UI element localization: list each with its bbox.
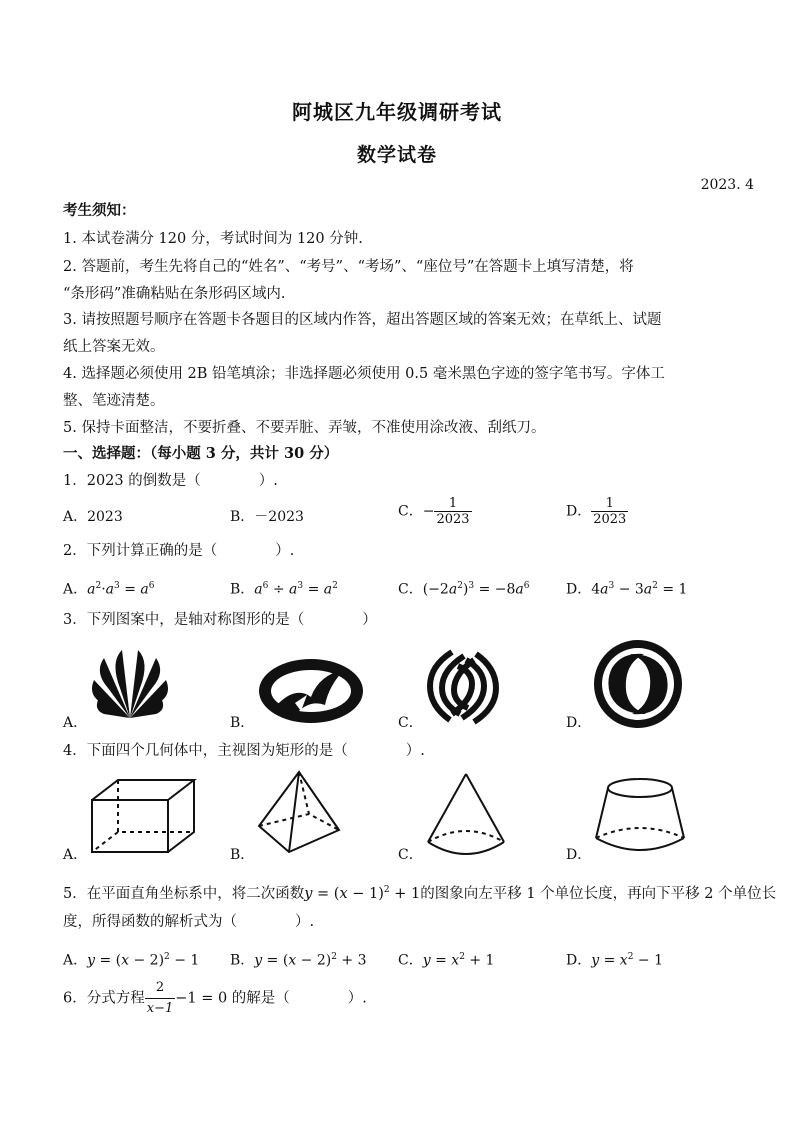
notice-item: 1. 本试卷满分 120 分，考试时间为 120 分钟. bbox=[63, 231, 363, 247]
notice-heading: 考生须知： bbox=[63, 202, 136, 219]
q4-option-d: D． bbox=[566, 847, 592, 863]
q2-option-b-label: B． bbox=[230, 581, 255, 598]
fraction-denominator: 2023 bbox=[593, 512, 627, 527]
q5-stem-part2: 的图象向左平移 1 个单位长度，再向下平移 2 个单位长 bbox=[420, 885, 777, 902]
fraction-denominator: x−1 bbox=[145, 998, 176, 1019]
q1-option-c-label: C． bbox=[398, 503, 423, 520]
page-subtitle: 数学试卷 bbox=[356, 144, 437, 166]
q2-option-c: C．$(-2a^2)^3 = -8a^6$ bbox=[398, 581, 530, 598]
q1-option-d-fraction bbox=[591, 496, 628, 527]
q6-fraction bbox=[145, 978, 176, 1019]
q5-option-d: D．$y = x^2 - 1$ bbox=[566, 952, 663, 969]
fraction-numerator: 1 bbox=[605, 496, 614, 511]
q2-option-d: D．$4a^3 - 3a^2 = 1$ bbox=[566, 581, 688, 598]
q5-option-a: A．$y = (x - 2)^2 - 1$ bbox=[63, 952, 200, 969]
q6-stem-part1: 6．分式方程 bbox=[63, 990, 145, 1007]
q3-option-a: A． bbox=[63, 715, 88, 731]
logo-interlock-figure bbox=[422, 646, 504, 728]
q1-option-c-fraction bbox=[434, 496, 471, 527]
fraction-numerator: 1 bbox=[448, 496, 458, 511]
q5-option-a-label: A． bbox=[63, 952, 88, 969]
q2-option-a-label: A． bbox=[63, 581, 88, 598]
notice-item: 3. 请按照题号顺序在答题卡各题目的区域内作答，超出答题区域的答案无效；在草纸上、试题 bbox=[63, 312, 662, 328]
q1-option-c bbox=[398, 496, 472, 527]
question-2-stem: 2．下列计算正确的是（ ）. bbox=[63, 543, 295, 559]
question-3-stem: 3．下列图案中，是轴对称图形的是（ ） bbox=[63, 612, 377, 628]
q2-option-a: A．$a^2\cdot a^3 = a^6$ bbox=[63, 581, 155, 598]
logo-petals-figure bbox=[90, 648, 170, 723]
q2-option-d-label: D． bbox=[566, 581, 592, 598]
q1-option-c-sign: − bbox=[422, 503, 435, 520]
q2-option-b: B．$a^6 \div a^3 = a^2$ bbox=[230, 581, 338, 598]
q5-option-d-label: D． bbox=[566, 952, 592, 969]
exam-date: 2023. 4 bbox=[700, 177, 754, 193]
q5-option-c: C．$y = x^2 + 1$ bbox=[398, 952, 495, 969]
q3-option-c: C． bbox=[398, 715, 423, 731]
question-5-stem-line2: 度，所得函数的解析式为（ ）. bbox=[63, 914, 315, 930]
section-heading: 一、选择题：（每小题 3 分，共计 30 分） bbox=[63, 445, 339, 462]
page-title: 阿城区九年级调研考试 bbox=[292, 100, 502, 124]
question-4-stem: 4．下面四个几何体中，主视图为矩形的是（ ）. bbox=[63, 743, 425, 759]
q4-option-a: A． bbox=[63, 847, 88, 863]
q1-option-a: A．2023 bbox=[63, 509, 123, 525]
q6-stem-part2: −1 = 0 的解是（ ）. bbox=[175, 990, 367, 1007]
question-6-stem bbox=[63, 978, 367, 1019]
notice-item: 5. 保持卡面整洁，不要折叠、不要弄脏、弄皱，不准使用涂改液、刮纸刀。 bbox=[63, 420, 546, 436]
question-1-stem: 1．2023 的倒数是（ ）. bbox=[63, 473, 278, 489]
q5-option-b: B．$y = (x - 2)^2 + 3$ bbox=[230, 952, 367, 969]
q4-option-c: C． bbox=[398, 847, 423, 863]
q2-option-c-label: C． bbox=[398, 581, 423, 598]
q1-option-d bbox=[566, 496, 628, 527]
notice-item: 2. 答题前，考生先将自己的“姓名”、“考号”、“考场”、“座位号”在答题卡上填写清楚，将 bbox=[63, 259, 634, 275]
q1-option-d-label: D． bbox=[566, 503, 592, 520]
notice-item: 4. 选择题必须使用 2B 铅笔填涂；非选择题必须使用 0.5 毫米黑色字迹的签字笔书写。字体工 bbox=[63, 366, 665, 382]
cone-figure bbox=[424, 770, 508, 862]
q4-option-b: B． bbox=[230, 847, 255, 863]
notice-item: “条形码”准确粘贴在条形码区域内. bbox=[63, 286, 286, 302]
frustum-figure bbox=[592, 776, 688, 858]
notice-item: 整、笔迹清楚。 bbox=[63, 393, 165, 409]
q3-option-b: B． bbox=[230, 715, 255, 731]
q1-option-b: B．－2023 bbox=[230, 509, 304, 525]
q5-option-b-label: B． bbox=[230, 952, 255, 969]
logo-oval-figure bbox=[255, 655, 367, 727]
q3-option-d: D． bbox=[566, 715, 592, 731]
fraction-denominator: 2023 bbox=[436, 512, 470, 527]
fraction-numerator: 2 bbox=[155, 980, 165, 995]
q5-stem-part1: 5．在平面直角坐标系中，将二次函数 bbox=[63, 885, 305, 902]
pyramid-figure bbox=[255, 768, 345, 860]
logo-ring-figure bbox=[592, 638, 684, 730]
notice-item: 纸上答案无效。 bbox=[63, 339, 165, 355]
cuboid-figure bbox=[86, 776, 201, 856]
q5-option-c-label: C． bbox=[398, 952, 423, 969]
question-5-stem: 5．在平面直角坐标系中，将二次函数$y = (x - 1)^2 + 1$的图象向左平移 1 个单位长度，再向下平移 2 个单位长 bbox=[63, 885, 777, 902]
